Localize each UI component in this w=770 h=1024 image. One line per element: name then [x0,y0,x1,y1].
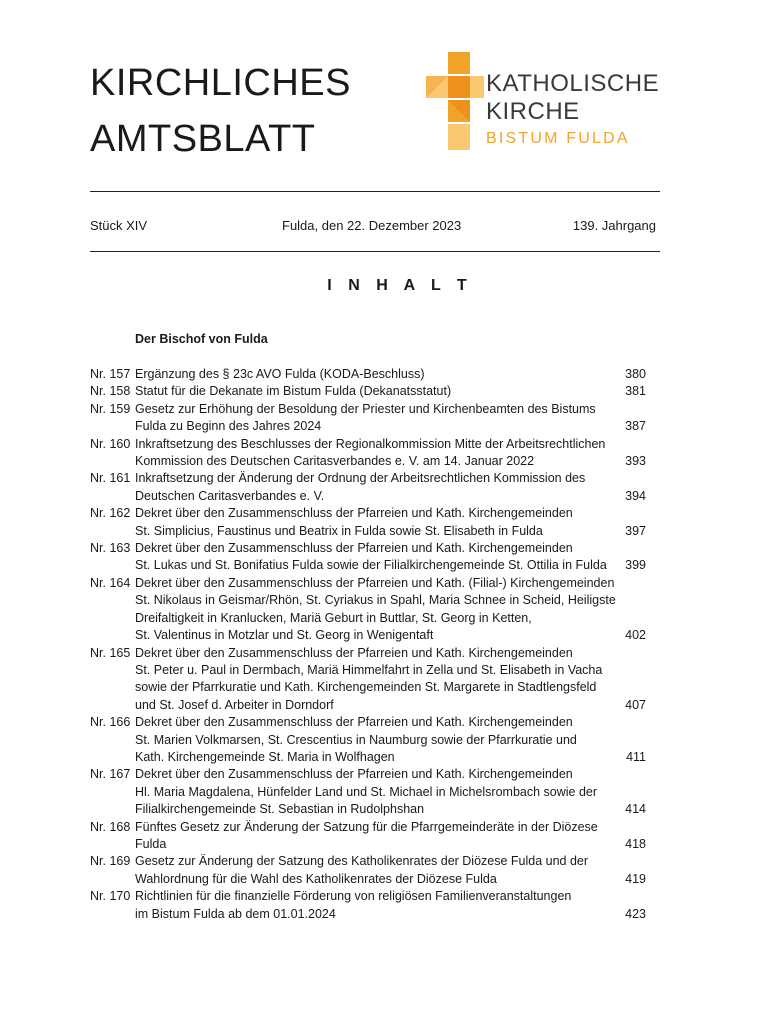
toc-entry-number: Nr. 170 [90,889,131,904]
toc-entry-page: 419 [625,871,646,886]
toc-entry-title-line: Dekret über den Zusammenschluss der Pfarreien und Kath. Kirchengemeinden [135,541,573,556]
volume-year: 139. Jahrgang [572,218,656,233]
toc-entry-number: Nr. 157 [90,367,131,381]
toc-entry [90,383,646,400]
toc-entry-number: Nr. 158 [90,384,131,399]
place-date: Fulda, den 22. Dezember 2023 [282,218,462,233]
toc-entry [90,766,646,818]
toc-entry-number: Nr. 165 [90,645,131,660]
toc-entry-title-line: Wahlordnung für die Wahl des Katholikenrates der Diözese Fulda [135,871,497,886]
toc-entry-number: Nr. 166 [90,715,131,730]
toc-entry-title-line: Richtlinien für die finanzielle Förderung von religiösen Familienveranstaltungen [135,889,572,904]
toc-entry-title-line: Dekret über den Zusammenschluss der Pfarreien und Kath. Kirchengemeinden [135,767,573,782]
toc-entry-page: 414 [625,802,646,817]
toc-entry-page: 393 [625,454,646,469]
title-line-1: KIRCHLICHES [90,62,351,104]
toc-entry [90,575,646,645]
toc-entry-page: 402 [625,628,646,643]
toc-entry-title-line: Filialkirchengemeinde St. Sebastian in Rudolphshan [135,802,425,817]
toc-entry-number: Nr. 162 [90,506,131,521]
toc-entry-page: 407 [625,697,646,712]
top-divider [90,191,660,192]
toc-entry-number: Nr. 164 [90,575,131,590]
table-of-contents [90,366,646,923]
toc-entry [90,436,646,471]
toc-entry-title-line: Inkraftsetzung des Beschlusses der Regionalkommission Mitte der Arbeitsrechtlichen [135,436,606,451]
toc-entry [90,819,646,854]
toc-entry [90,714,646,766]
toc-entry-page: 380 [625,367,646,381]
toc-entry [90,540,646,575]
toc-entry-title-line: Deutschen Caritasverbandes e. V. [135,488,325,503]
toc-entry-page: 399 [625,558,646,573]
issue-number: Stück XIV [90,218,148,233]
toc-entry-page: 418 [625,836,646,851]
toc-entry-title-line: Fulda zu Beginn des Jahres 2024 [135,419,322,434]
toc-entry-title-line: im Bistum Fulda ab dem 01.01.2024 [135,906,336,921]
toc-entry-number: Nr. 168 [90,819,131,834]
toc-entry-number: Nr. 161 [90,471,131,486]
toc-entry-title-line: St. Nikolaus in Geismar/Rhön, St. Cyriakus in Spahl, Maria Schnee in Scheid, Heiligste [135,593,616,608]
toc-entry-title-line: St. Marien Volkmarsen, St. Crescentius in Naumburg sowie der Pfarrkuratie und [135,732,577,747]
toc-entry-title-line: und St. Josef d. Arbeiter in Dorndorf [135,697,334,712]
toc-entry-title-line: St. Valentinus in Motzlar und St. Georg in Wenigentaft [135,628,434,643]
toc-entry-title-line: Kath. Kirchengemeinde St. Maria in Wolfhagen [135,749,395,764]
title-line-2: AMTSBLATT [90,118,316,160]
toc-entry-number: Nr. 167 [90,767,131,782]
logo-text-kirche: KIRCHE [486,98,580,125]
logo-text-bistum-fulda: BISTUM FULDA [486,130,630,147]
toc-entry [90,888,646,923]
toc-entry-title-line: St. Lukas und St. Bonifatius Fulda sowie der Filialkirchengemeinde St. Ottilia in Fulda [135,558,607,573]
toc-entry-title-line: Dekret über den Zusammenschluss der Pfarreien und Kath. Kirchengemeinden [135,506,573,521]
toc-entry [90,853,646,888]
toc-entry-title-line: Fulda [135,836,167,851]
diocese-logo [424,52,674,152]
toc-entry [90,401,646,436]
toc-entry-number: Nr. 159 [90,401,131,416]
toc-entry-title-line: Dreifaltigkeit in Kranlucken, Mariä Geburt in Buttlar, St. Georg in Ketten, [135,610,532,625]
logo-text-katholische: KATHOLISCHE [486,70,660,97]
toc-entry-title-line: Ergänzung des § 23c AVO Fulda (KODA-Beschluss) [135,367,425,381]
document-title [90,55,351,167]
toc-entry-title-line: Kommission des Deutschen Caritasverbandes e. V. am 14. Januar 2022 [135,454,535,469]
toc-entry-title-line: sowie der Pfarrkuratie und Kath. Kirchengemeinden St. Margarete in Stadtlengsfeld [135,680,597,695]
toc-entry-title-line: Hl. Maria Magdalena, Hünfelder Land und St. Michael in Michelsrombach sowie der [135,784,598,799]
toc-entry-title-line: Dekret über den Zusammenschluss der Pfarreien und Kath. Kirchengemeinden [135,645,573,660]
toc-entry-title-line: Inkraftsetzung der Änderung der Ordnung der Arbeitsrechtlichen Kommission des [135,471,586,486]
toc-entry-number: Nr. 160 [90,436,131,451]
toc-entry-title-line: Gesetz zur Erhöhung der Besoldung der Priester und Kirchenbeamten des Bistums [135,401,596,416]
toc-entry [90,366,646,383]
toc-entry-title-line: Fünftes Gesetz zur Änderung der Satzung für die Pfarrgemeinderäte in der Diözese [135,819,598,834]
toc-entry-title-line: Statut für die Dekanate im Bistum Fulda (Dekanatsstatut) [135,384,452,399]
toc-entry-title-line: Gesetz zur Änderung der Satzung des Katholikenrates der Diözese Fulda und der [135,854,589,869]
toc-entry-page: 411 [626,749,646,764]
toc-entry [90,645,646,715]
toc-entry-page: 423 [625,906,646,921]
toc-entry-title-line: St. Peter u. Paul in Dermbach, Mariä Himmelfahrt in Zella und St. Elisabeth in Vacha [135,662,603,677]
toc-entry-title-line: Dekret über den Zusammenschluss der Pfarreien und Kath. (Filial-) Kirchengemeinden [135,575,615,590]
toc-entry [90,470,646,505]
toc-entry-page: 381 [625,384,646,399]
toc-entry [90,505,646,540]
section-title: Der Bischof von Fulda [135,332,268,346]
contents-heading: I N H A L T [327,277,473,294]
toc-entry-title-line: St. Simplicius, Faustinus und Beatrix in Fulda sowie St. Elisabeth in Fulda [135,523,543,538]
meta-divider [90,251,660,252]
cross-mosaic-icon [424,52,484,152]
toc-entry-page: 394 [625,488,646,503]
toc-entry-page: 397 [625,523,646,538]
toc-entry-number: Nr. 169 [90,854,131,869]
toc-entry-page: 387 [625,419,646,434]
toc-entry-number: Nr. 163 [90,541,131,556]
toc-entry-title-line: Dekret über den Zusammenschluss der Pfarreien und Kath. Kirchengemeinden [135,715,573,730]
